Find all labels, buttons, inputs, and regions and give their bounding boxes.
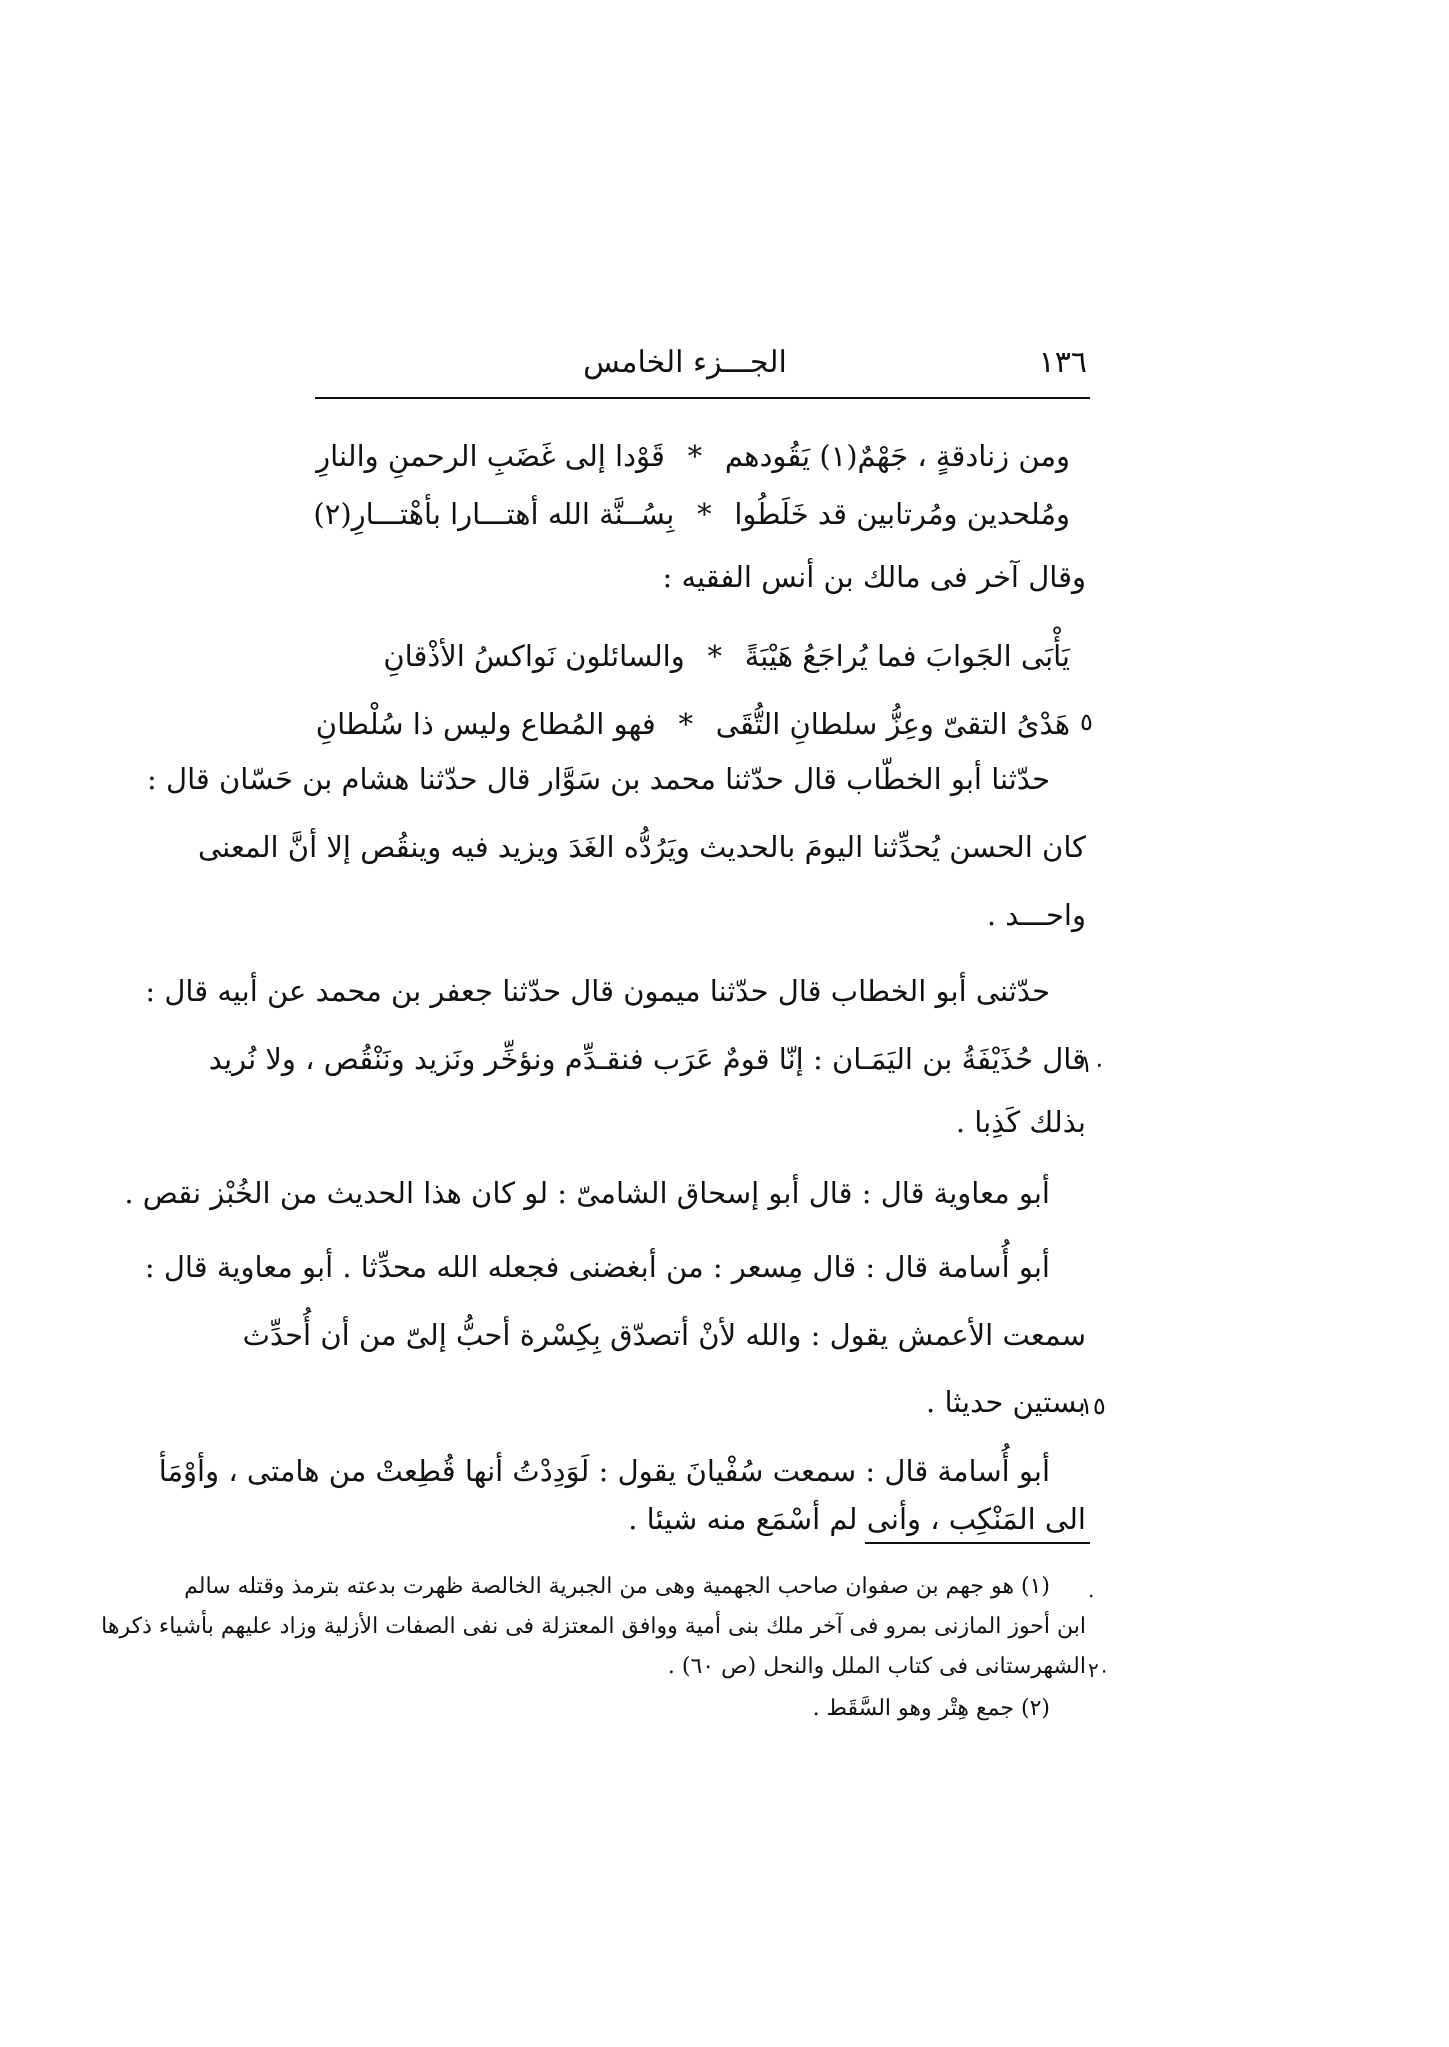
verse-hemistich-1: يَأْبَى الجَوابَ فما يُراجَعُ هَيْبَةً xyxy=(744,639,1070,673)
verse-hemistich-2: والسائلون نَواكسُ الأذْقانِ xyxy=(383,639,685,673)
footnote-line: ابن أحوز المازنى بمرو فى آخر ملك بنى أمية ووافق المعتزلة فى نفى الصفات الأزلية وزاد عليهم بأشياء ذكرها xyxy=(101,1614,1086,1639)
prose-line: كان الحسن يُحدِّثنا اليومَ بالحديث ويَرُدُّه الغَدَ ويزيد فيه وينقُص إلا أنَّ المعنى xyxy=(198,830,1086,864)
margin-dot: . xyxy=(1088,1578,1095,1602)
prose-line: الى المَنْكِب ، وأنى لم أسْمَع منه شيئا . xyxy=(628,1502,1086,1536)
line-number-5: ٥ xyxy=(1080,708,1093,736)
verse-separator: * xyxy=(678,707,694,741)
line-number-20: ٢٠ xyxy=(1088,1658,1110,1682)
prose-line: قال حُذَيْفَةُ بن اليَمَـان : إنّا قومٌ عَرَب فنقـدِّم ونؤخِّر ونَزيد ونَنْقُص ، ولا نُريد xyxy=(208,1042,1086,1076)
verse-separator: * xyxy=(687,439,703,473)
verse-hemistich-1: ومُلحدين ومُرتابين قد خَلَطُوا xyxy=(734,497,1070,531)
prose-line: سمعت الأعمش يقول : والله لأنْ أتصدّق بِكِسْرة أحبُّ إلىّ من أن أُحدِّث xyxy=(242,1318,1086,1352)
verse-line xyxy=(316,428,1070,484)
footnote-line: (١) هو جهم بن صفوان صاحب الجهمية وهى من الجبرية الخالصة ظهرت بدعته بترمذ وقتله سالم xyxy=(184,1574,1050,1599)
footnote-line: (٢) جمع هِتْر وهو السَّقَط . xyxy=(812,1696,1050,1721)
verse-line xyxy=(313,486,1070,542)
verse-hemistich-1: هَدْىُ التقىّ وعِزُّ سلطانِ التُّقَى xyxy=(715,707,1070,741)
prose-line: حدّثنا أبو الخطّاب قال حدّثنا محمد بن سَوَّار قال حدّثنا هشام بن حَسّان قال : xyxy=(147,762,1050,796)
prose-line: واحـــد . xyxy=(986,898,1086,932)
verse-separator: * xyxy=(697,497,712,531)
verse-intro: وقال آخر فى مالك بن أنس الفقيه : xyxy=(662,560,1086,594)
verse-hemistich-2: بِسُــنَّة الله أهتـــارا بأهْتـــارِ(٢) xyxy=(313,497,675,531)
prose-line: بستين حديثا . xyxy=(926,1385,1086,1419)
prose-line: بذلك كَذِبا . xyxy=(955,1105,1086,1139)
verse-line xyxy=(330,628,1070,684)
line-number-10: ١٠ xyxy=(1080,1050,1106,1078)
verse-line xyxy=(315,696,1070,752)
prose-line: أبو أُسامة قال : قال مِسعر : من أبغضنى فجعله الله محدِّثا . أبو معاوية قال : xyxy=(144,1250,1050,1284)
prose-line: حدّثنى أبو الخطاب قال حدّثنا ميمون قال حدّثنا جعفر بن محمد عن أبيه قال : xyxy=(145,974,1050,1008)
line-number-15: ١٥ xyxy=(1080,1392,1106,1420)
header-rule xyxy=(315,397,1090,399)
prose-line: أبو معاوية قال : قال أبو إسحاق الشامىّ : لو كان هذا الحديث من الخُبْز نقص . xyxy=(124,1176,1050,1210)
running-title: الجـــزء الخامس xyxy=(583,345,787,380)
prose-line: أبو أُسامة قال : سمعت سُفْيانَ يقول : لَوَدِدْتُ أنها قُطِعتْ من هامتى ، وأوْمَأ xyxy=(158,1454,1050,1488)
verse-hemistich-2: فهو المُطاع وليس ذا سُلْطانِ xyxy=(315,707,656,741)
footnote-rule xyxy=(865,1542,1090,1544)
verse-hemistich-2: قَوْدا إلى غَضَبِ الرحمنِ والنارِ xyxy=(316,439,665,473)
page-number: ١٣٦ xyxy=(1038,345,1087,380)
footnote-line: الشهرستانى فى كتاب الملل والنحل (ص ٦٠) . xyxy=(667,1654,1086,1679)
verse-hemistich-1: ومن زنادقةٍ ، جَهْمٌ(١) يَقُودهم xyxy=(724,439,1070,473)
verse-separator: * xyxy=(707,639,722,673)
